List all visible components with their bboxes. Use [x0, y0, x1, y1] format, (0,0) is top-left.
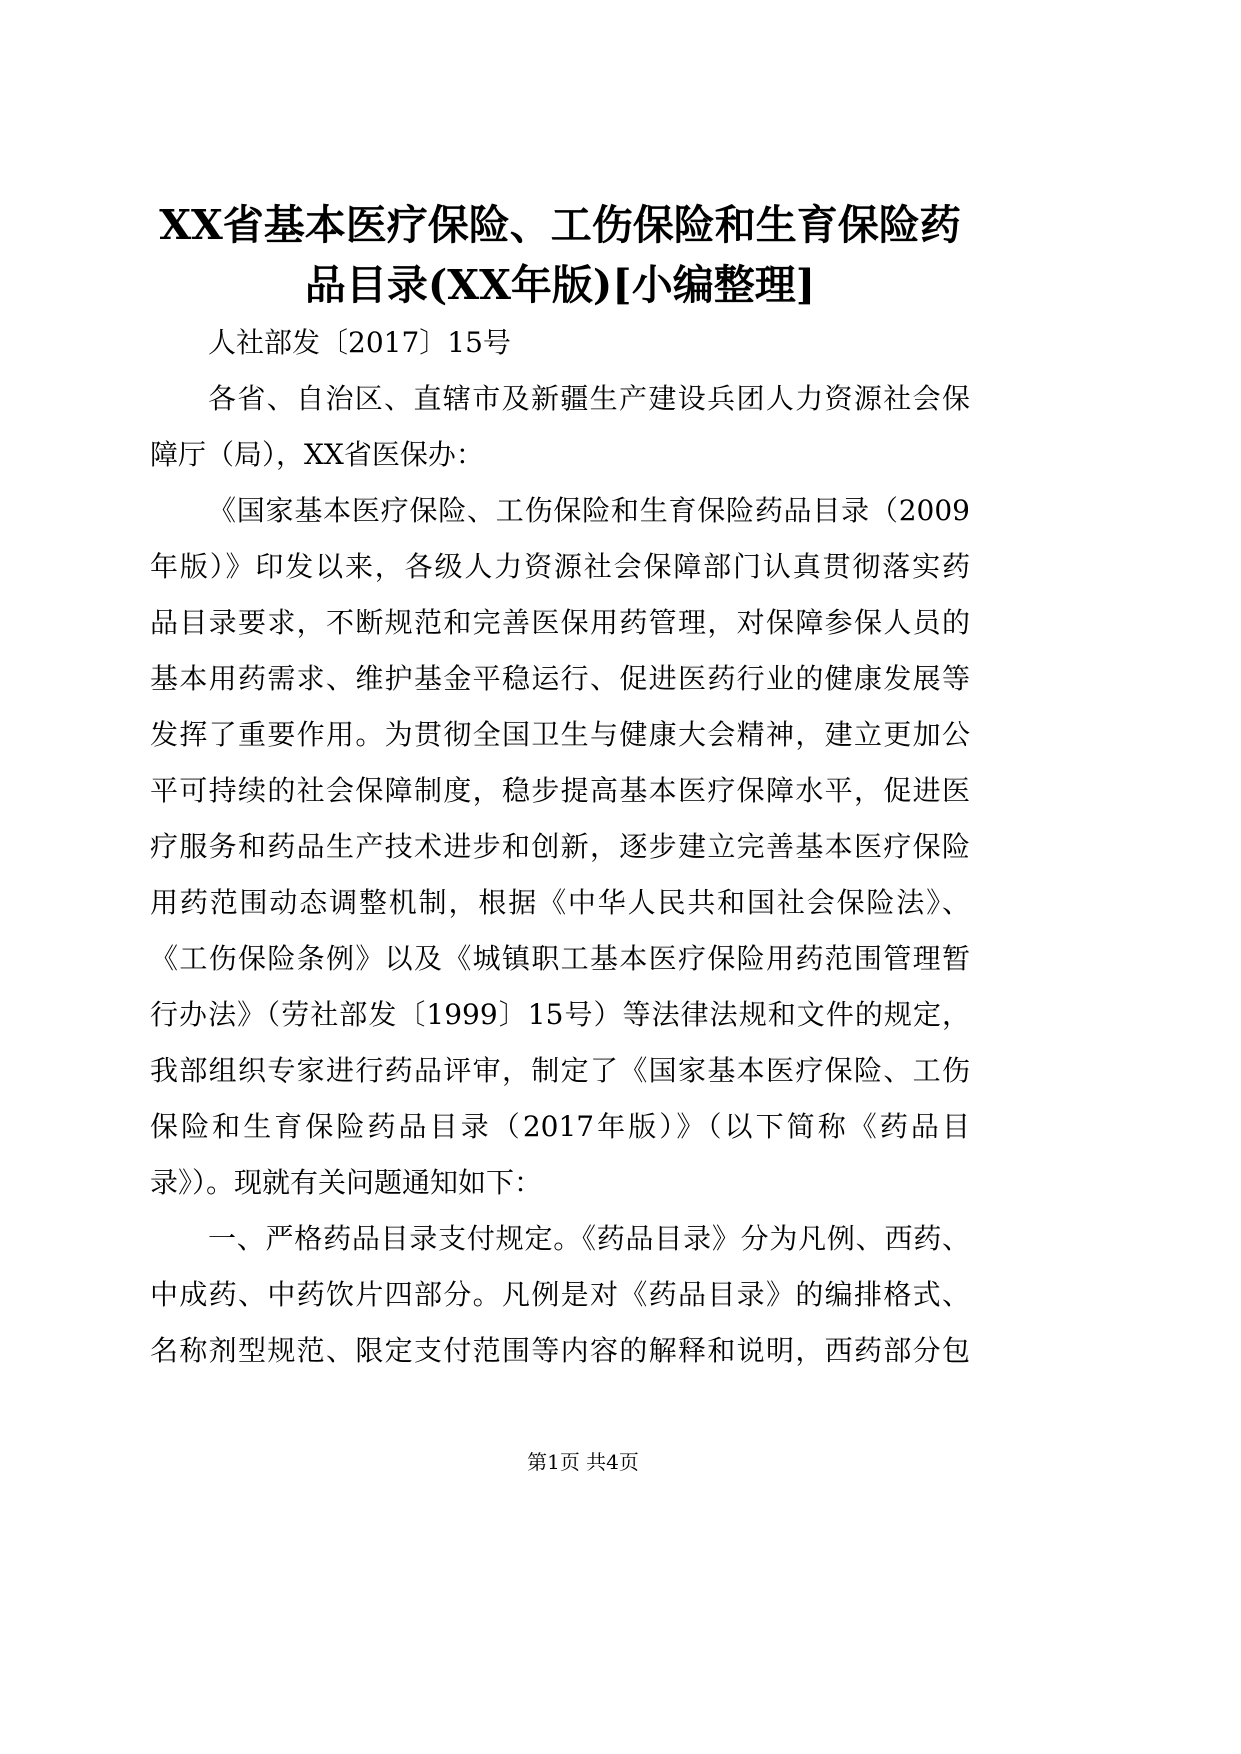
paragraph-line: 《国家基本医疗保险、工伤保险和生育保险药品目录（2009 — [208, 494, 970, 527]
paragraph-line: 平可持续的社会保障制度，稳步提高基本医疗保障水平，促进医 — [150, 774, 970, 807]
paragraph-section-1 — [150, 1211, 970, 1379]
paragraph-line: 发挥了重要作用。为贯彻全国卫生与健康大会精神，建立更加公 — [150, 718, 970, 751]
document-number: 人社部发〔2017〕15号 — [208, 326, 511, 359]
document-title — [150, 195, 970, 315]
paragraph-line: 年版）》印发以来，各级人力资源社会保障部门认真贯彻落实药 — [150, 550, 970, 583]
paragraph-line: 障厅（局），XX省医保办： — [150, 438, 484, 471]
title-line-2: 品目录(XX年版)[小编整理] — [304, 261, 816, 309]
paragraph-line: 用药范围动态调整机制，根据《中华人民共和国社会保险法》、 — [150, 886, 970, 919]
paragraph-line: 一、严格药品目录支付规定。《药品目录》分为凡例、西药、 — [208, 1222, 970, 1255]
paragraph-line: 各省、自治区、直辖市及新疆生产建设兵团人力资源社会保 — [208, 382, 970, 415]
document-body — [150, 315, 970, 1379]
paragraph-line: 品目录要求，不断规范和完善医保用药管理，对保障参保人员的 — [150, 606, 970, 639]
paragraph-line: 《工伤保险条例》以及《城镇职工基本医疗保险用药范围管理暂 — [150, 942, 970, 975]
page-number-footer: 第1页 共4页 — [527, 1450, 639, 1474]
paragraph-line: 基本用药需求、维护基金平稳运行、促进医药行业的健康发展等 — [150, 662, 970, 695]
paragraph-line: 名称剂型规范、限定支付范围等内容的解释和说明，西药部分包 — [150, 1334, 970, 1367]
paragraph-intro — [150, 483, 970, 1211]
paragraph-line: 保险和生育保险药品目录（2017年版）》（以下简称《药品目 — [150, 1110, 970, 1143]
paragraph-line: 我部组织专家进行药品评审，制定了《国家基本医疗保险、工伤 — [150, 1054, 970, 1087]
paragraph-salutation — [150, 371, 970, 483]
title-line-1: XX省基本医疗保险、工伤保险和生育保险药 — [159, 201, 961, 249]
paragraph-line: 行办法》（劳社部发〔1999〕15号）等法律法规和文件的规定， — [150, 998, 970, 1031]
paragraph-line: 疗服务和药品生产技术进步和创新，逐步建立完善基本医疗保险 — [150, 830, 970, 863]
paragraph-line: 中成药、中药饮片四部分。凡例是对《药品目录》的编排格式、 — [150, 1278, 970, 1311]
paragraph-line: 录》）。现就有关问题通知如下： — [150, 1166, 543, 1199]
